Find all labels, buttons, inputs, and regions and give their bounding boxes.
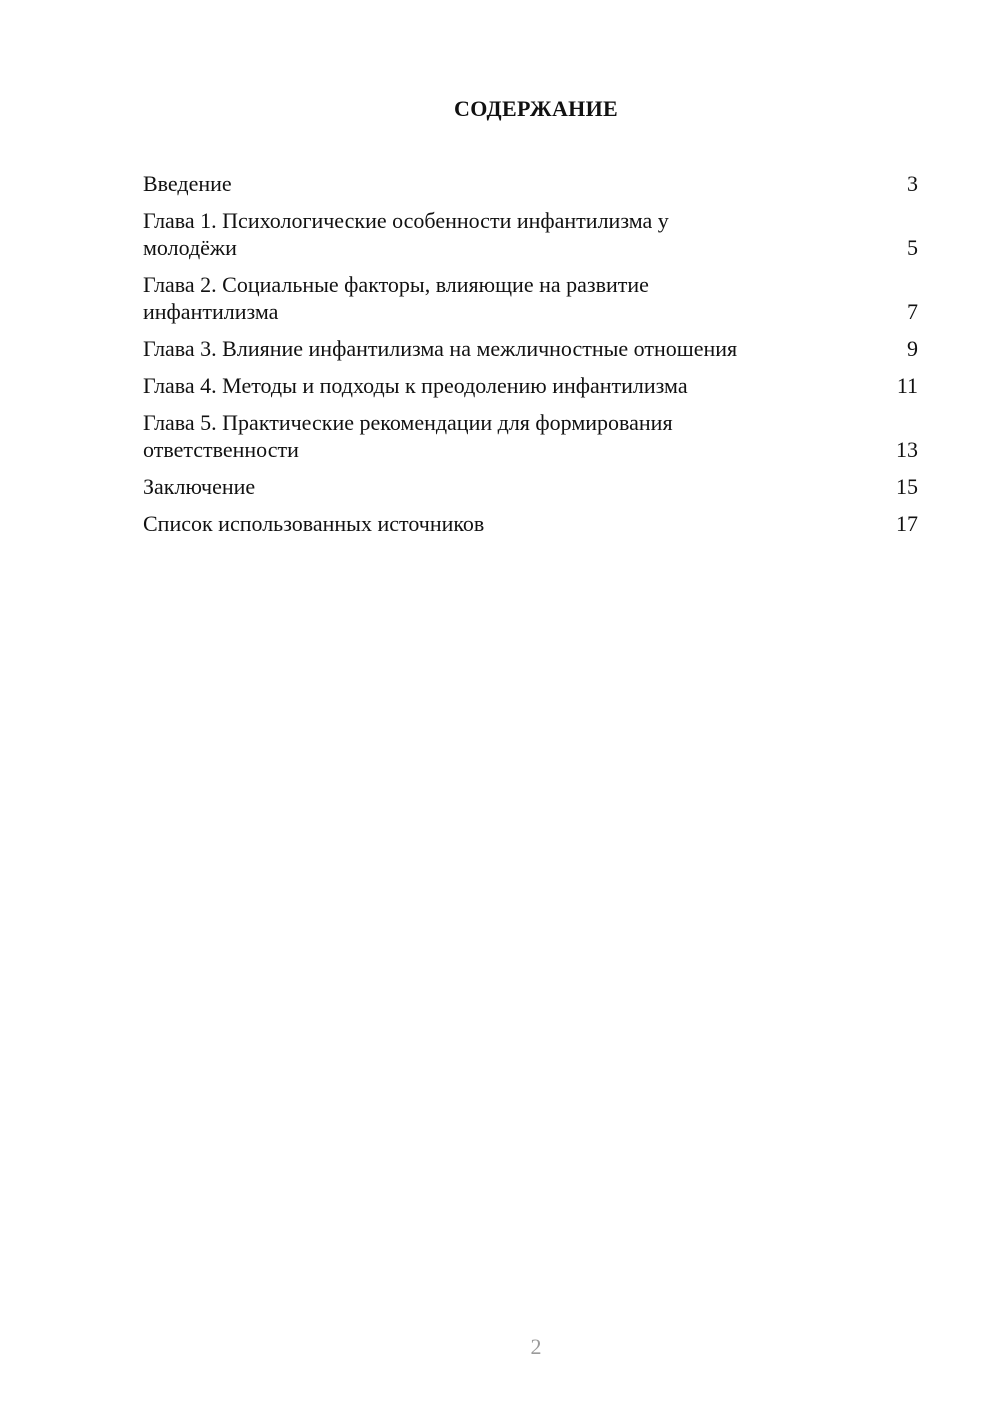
toc-entry-page: 15 — [896, 474, 918, 499]
toc-entry-page: 13 — [896, 437, 918, 462]
toc-entry-chapter-2 — [143, 271, 918, 325]
toc-entry-chapter-3 — [143, 335, 918, 362]
table-of-contents — [143, 170, 918, 547]
toc-entry-label: Глава 1. Психологические особенности инфантилизма у молодёжи — [143, 208, 669, 260]
toc-entry-conclusion — [143, 473, 918, 500]
toc-entry-chapter-5 — [143, 409, 918, 463]
toc-entry-label: Глава 4. Методы и подходы к преодолению инфантилизма — [143, 373, 688, 398]
toc-entry-page: 17 — [896, 511, 918, 536]
toc-entry-label: Введение — [143, 171, 232, 196]
toc-entry-references — [143, 510, 918, 537]
toc-entry-chapter-4 — [143, 372, 918, 399]
toc-entry-page: 5 — [907, 235, 918, 260]
toc-entry-label: Глава 5. Практические рекомендации для формирования ответственности — [143, 410, 673, 462]
toc-entry-page: 11 — [896, 373, 918, 398]
toc-entry-introduction — [143, 170, 918, 197]
toc-entry-label: Глава 3. Влияние инфантилизма на межличностные отношения — [143, 336, 738, 361]
page-number: 2 — [530, 1334, 542, 1359]
toc-title: СОДЕРЖАНИЕ — [454, 96, 618, 121]
toc-entry-label: Глава 2. Социальные факторы, влияющие на развитие инфантилизма — [143, 272, 649, 324]
toc-entry-page: 9 — [907, 336, 918, 361]
toc-entry-page: 7 — [907, 299, 918, 324]
toc-entry-label: Список использованных источников — [143, 511, 485, 536]
toc-entry-page: 3 — [907, 171, 918, 196]
toc-entry-label: Заключение — [143, 474, 256, 499]
toc-entry-chapter-1 — [143, 207, 918, 261]
